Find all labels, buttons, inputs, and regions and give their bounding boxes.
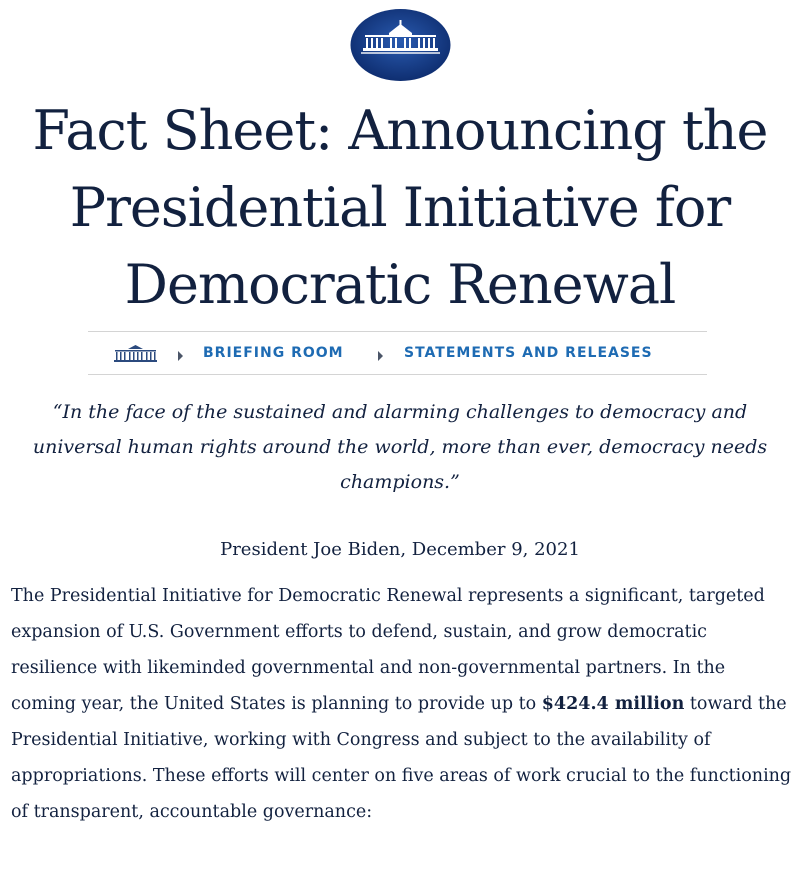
intro-paragraph xyxy=(11,578,795,830)
breadcrumb-item-briefing-room[interactable]: BRIEFING ROOM xyxy=(203,345,344,361)
intro-text-before: The Presidential Initiative for Democratic Renewal represents a significant, targeted expansion of U.S. Government efforts to defend, sustain, and grow democratic resilience with likeminded governmental and non-governmental partners. In the coming year, the United States is planning to provide up to xyxy=(11,586,765,714)
breadcrumb-home-link[interactable] xyxy=(113,345,158,363)
pull-quote: “In the face of the sustained and alarming challenges to democracy and universal human rights around the world, more than ever, democracy needs champions.” xyxy=(32,401,768,493)
quote-attribution: President Joe Biden, December 9, 2021 xyxy=(220,539,580,560)
breadcrumb-item-statements-and-releases[interactable]: STATEMENTS AND RELEASES xyxy=(404,345,653,361)
chevron-right-icon xyxy=(177,347,185,359)
chevron-right-icon xyxy=(377,347,385,359)
white-house-icon xyxy=(113,345,158,363)
white-house-icon xyxy=(349,8,452,82)
breadcrumb xyxy=(88,331,707,375)
page-title: Fact Sheet: Announcing the Presidential Initiative for Democratic Renewal xyxy=(32,99,768,316)
funding-amount: $424.4 million xyxy=(541,694,685,714)
intro-text-after: toward the Presidential Initiative, working with Congress and subject to the availability of appropriations. These efforts will center on five areas of work crucial to the functioning of transparent, accountable governance: xyxy=(11,694,792,822)
white-house-logo[interactable] xyxy=(349,8,452,82)
